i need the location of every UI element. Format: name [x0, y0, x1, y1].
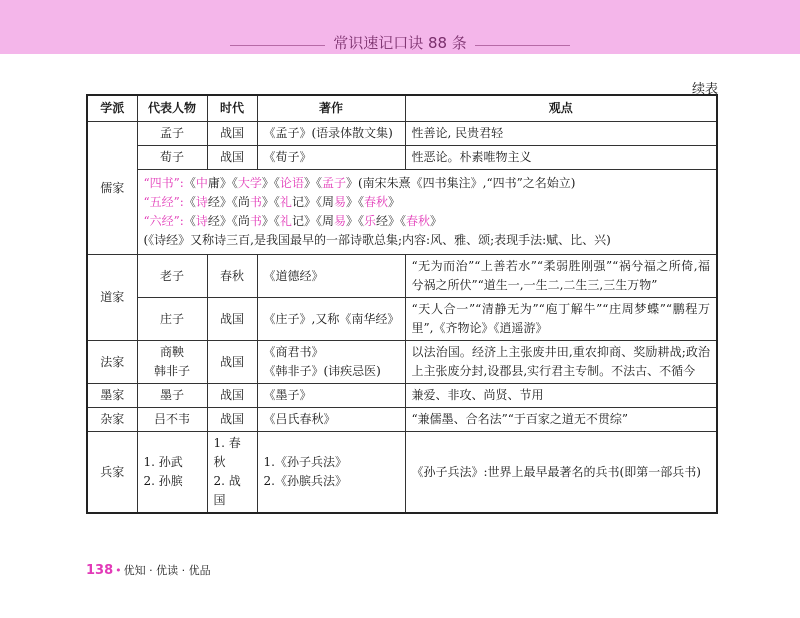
- work-cell: 《孟子》(语录体散文集): [257, 122, 405, 146]
- table-row: [87, 255, 717, 298]
- person-cell: [137, 341, 207, 384]
- wujing-line: “五经”:《诗经》《尚书》《礼记》《周易》《春秋》: [143, 195, 401, 209]
- view-cell: “无为而治”“上善若水”“柔弱胜刚强”“祸兮福之所倚,福兮祸之所伏”“道生一,一生二,二生三,三生万物”: [405, 255, 717, 298]
- work-cell: 《庄子》,又称《南华经》: [257, 298, 405, 341]
- person-cell: 庄子: [137, 298, 207, 341]
- work-cell: [257, 432, 405, 514]
- table-row: [87, 408, 717, 432]
- work-title: 2.《孙膑兵法》: [263, 474, 347, 488]
- person-cell: 吕不韦: [137, 408, 207, 432]
- page-number: 138: [86, 562, 114, 578]
- view-cell: “天人合一”“清静无为”“庖丁解牛”“庄周梦蝶”“鹏程万里”,《齐物论》《逍遥游》: [405, 298, 717, 341]
- table-row: [87, 170, 717, 255]
- view-cell: 以法治国。经济上主张废井田,重农抑商、奖励耕战;政治上主张废分封,设郡县,实行君主专制。不法古、不循今: [405, 341, 717, 384]
- page-footer: [86, 562, 211, 578]
- work-title: 《商君书》: [263, 345, 324, 359]
- era-cell: 战国: [207, 341, 257, 384]
- table-row: [87, 341, 717, 384]
- page-title: 常识速记口诀 88 条: [333, 34, 467, 52]
- work-cell: [257, 341, 405, 384]
- view-cell: 兼爱、非攻、尚贤、节用: [405, 384, 717, 408]
- work-cell: 《荀子》: [257, 146, 405, 170]
- era-cell: 春秋: [207, 255, 257, 298]
- school-cell: 法家: [87, 341, 137, 384]
- person-name: 1. 孙武: [143, 455, 183, 469]
- view-cell: “兼儒墨、合名法”“于百家之道无不贯综”: [405, 408, 717, 432]
- person-name: 韩非子: [153, 364, 190, 378]
- era-cell: 战国: [207, 384, 257, 408]
- view-cell: 《孙子兵法》:世界上最早最著名的兵书(即第一部兵书): [405, 432, 717, 514]
- view-cell: 性恶论。朴素唯物主义: [405, 146, 717, 170]
- footer-slogan: 优知 · 优读 · 优品: [123, 564, 211, 577]
- liujing-line: “六经”:《诗经》《尚书》《礼记》《周易》《乐经》《春秋》: [143, 214, 443, 228]
- confucian-classics-cell: [137, 170, 717, 255]
- school-cell: 道家: [87, 255, 137, 341]
- era-text: 1. 春秋: [213, 436, 241, 469]
- era-cell: 战国: [207, 122, 257, 146]
- table-row: [87, 122, 717, 146]
- era-cell: 战国: [207, 298, 257, 341]
- work-title: 1.《孙子兵法》: [263, 455, 347, 469]
- era-text: 2. 战国: [213, 474, 241, 507]
- shijing-note: (《诗经》又称诗三百,是我国最早的一部诗歌总集;内容:风、雅、颂;表现手法:赋、比、兴): [143, 233, 611, 247]
- header-person: 代表人物: [137, 95, 207, 122]
- person-cell: 墨子: [137, 384, 207, 408]
- school-cell: 杂家: [87, 408, 137, 432]
- schools-table: [86, 94, 718, 514]
- header-work: 著作: [257, 95, 405, 122]
- school-cell: 墨家: [87, 384, 137, 408]
- person-cell: [137, 432, 207, 514]
- work-title: 《韩非子》(讳疾忌医): [263, 364, 381, 378]
- era-cell: 战国: [207, 146, 257, 170]
- header-view: 观点: [405, 95, 717, 122]
- table-row: [87, 146, 717, 170]
- person-cell: 孟子: [137, 122, 207, 146]
- school-cell: 兵家: [87, 432, 137, 514]
- table-row: [87, 298, 717, 341]
- continued-label: 续表: [691, 82, 718, 97]
- table-row: [87, 384, 717, 408]
- table-row: [87, 432, 717, 514]
- view-cell: 性善论, 民贵君轻: [405, 122, 717, 146]
- person-cell: 荀子: [137, 146, 207, 170]
- header-era: 时代: [207, 95, 257, 122]
- era-cell: 战国: [207, 408, 257, 432]
- work-cell: 《墨子》: [257, 384, 405, 408]
- era-cell: [207, 432, 257, 514]
- work-cell: 《吕氏春秋》: [257, 408, 405, 432]
- sishu-line: “四书”:《中庸》《大学》《论语》《孟子》(南宋朱熹《四书集注》,“四书”之名始立): [143, 176, 576, 190]
- person-name: 2. 孙膑: [143, 474, 183, 488]
- header-school: 学派: [87, 95, 137, 122]
- school-cell: 儒家: [87, 122, 137, 255]
- bullet-icon: •: [115, 563, 122, 577]
- person-name: 商鞅: [159, 345, 184, 359]
- table-header-row: [87, 95, 717, 122]
- person-cell: 老子: [137, 255, 207, 298]
- work-cell: 《道德经》: [257, 255, 405, 298]
